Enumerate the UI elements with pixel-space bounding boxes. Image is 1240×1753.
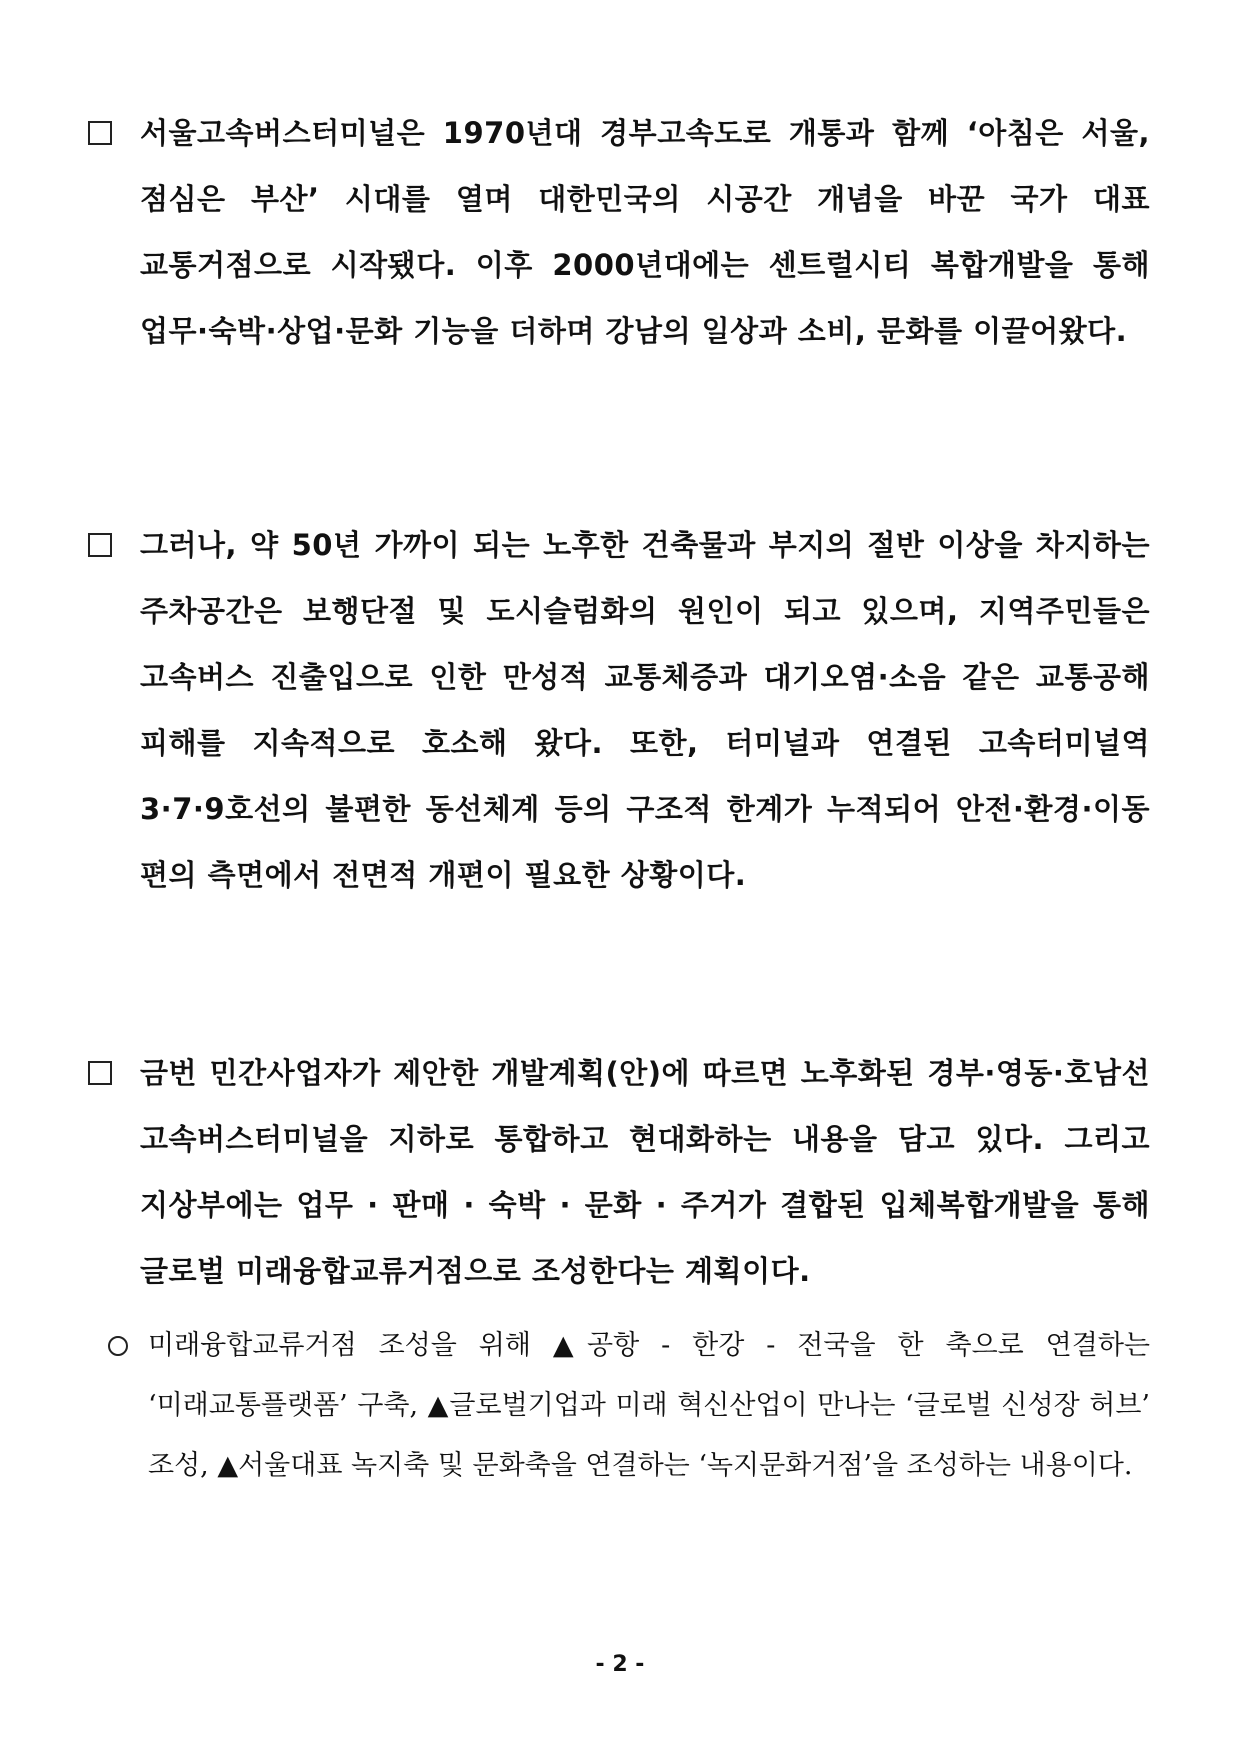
sub-bullet-text: 미래융합교류거점 조성을 위해 ▲공항 - 한강 - 전국을 한 축으로 연결하는 ‘미래교통플랫폼’ 구축, ▲글로벌기업과 미래 혁신산업이 만나는 ‘글로벌 신성장 허브’ 조성, ▲서울대표 녹지축 및 문화축을 연결하는 ‘녹지문화거점’을 조성하는 내용이다. bbox=[148, 1330, 1150, 1481]
paragraph-3-text: 금번 민간사업자가 제안한 개발계획(안)에 따르면 노후화된 경부·영동·호남선 고속버스터미널을 지하로 통합하고 현대화하는 내용을 담고 있다. 그리고 지상부에는 업무 · 판매 · 숙박 · 문화 · 주거가 결합된 입체복합개발을 통해 글로벌 미래융합교류거점으로 조성한다는 계획이다. bbox=[140, 1056, 1150, 1288]
circle-bullet-icon bbox=[108, 1336, 128, 1356]
paragraph-2-text: 그러나, 약 50년 가까이 되는 노후한 건축물과 부지의 절반 이상을 차지하는 주차공간은 보행단절 및 도시슬럼화의 원인이 되고 있으며, 지역주민들은 고속버스 진출입으로 인한 만성적 교통체증과 대기오염·소음 같은 교통공해 피해를 지속적으로 호소해 왔다. 또한, 터미널과 연결된 고속터미널역 3·7·9호선의 불편한 동선체계 등의 구조적 한계가 누적되어 안전·환경·이동 편의 측면에서 전면적 개편이 필요한 상황이다. bbox=[140, 528, 1150, 892]
paragraph-1-text: 서울고속버스터미널은 1970년대 경부고속도로 개통과 함께 ‘아침은 서울, 점심은 부산’ 시대를 열며 대한민국의 시공간 개념을 바꾼 국가 대표 교통거점으로 시작됐다. 이후 2000년대에는 센트럴시티 복합개발을 통해 업무·숙박·상업·문화 기능을 더하며 강남의 일상과 소비, 문화를 이끌어왔다. bbox=[140, 116, 1150, 348]
page-number: - 2 - bbox=[595, 1652, 645, 1677]
square-bullet-icon bbox=[88, 1061, 112, 1085]
square-bullet-icon bbox=[88, 533, 112, 557]
square-bullet-icon bbox=[88, 121, 112, 145]
